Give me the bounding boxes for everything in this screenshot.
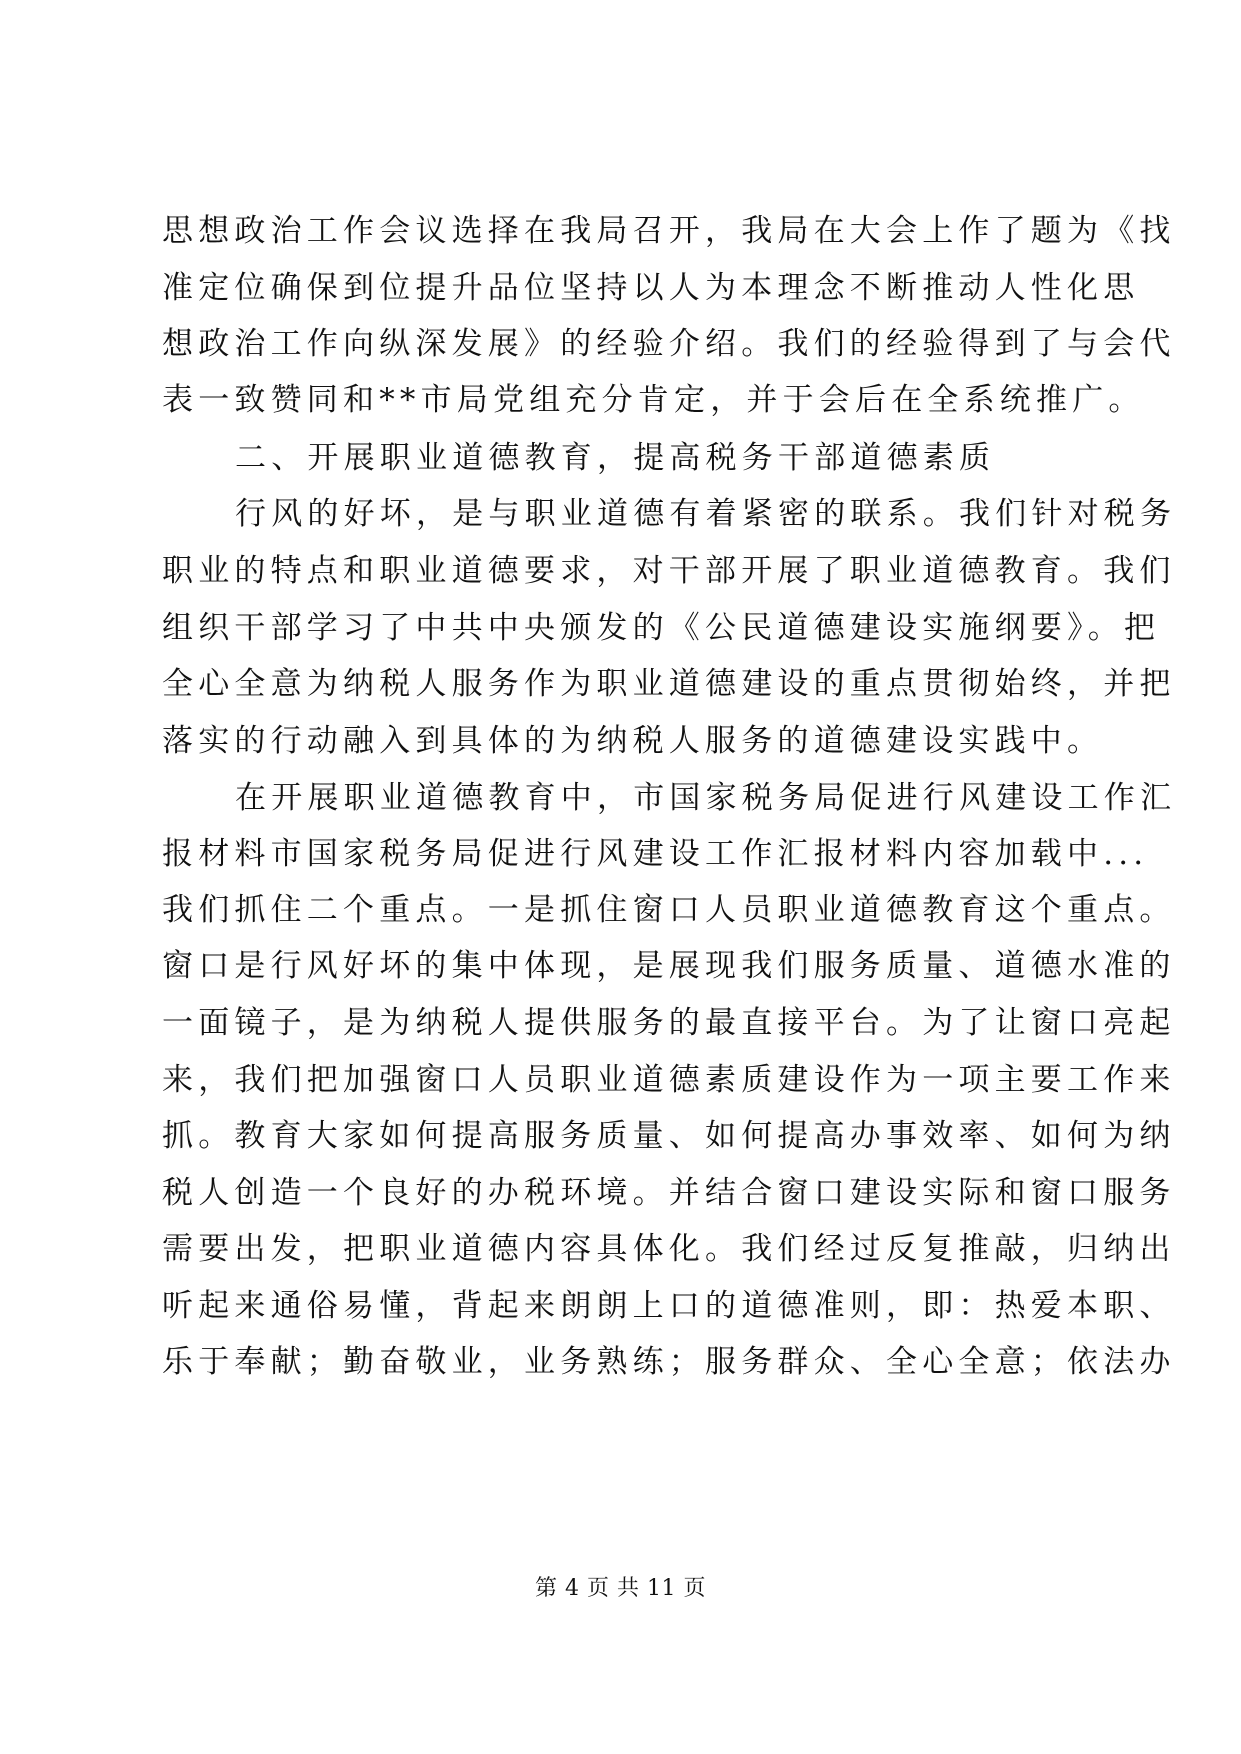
- paragraph-first-line: 在开展职业道德教育中，市国家税务局促进行风建设工作汇: [235, 780, 1177, 816]
- text-line: 听起来通俗易懂，背起来朗朗上口的道德准则，即：热爱本职、: [162, 1288, 1176, 1324]
- text-line: 报材料市国家税务局促进行风建设工作汇报材料内容加载中...: [162, 836, 1149, 872]
- text-line: 一面镜子，是为纳税人提供服务的最直接平台。为了让窗口亮起: [162, 1005, 1176, 1041]
- text-line: 来，我们把加强窗口人员职业道德素质建设作为一项主要工作来: [162, 1062, 1176, 1098]
- text-line: 落实的行动融入到具体的为纳税人服务的道德建设实践中。: [162, 723, 1104, 759]
- text-line: 全心全意为纳税人服务作为职业道德建设的重点贯彻始终，并把: [162, 666, 1176, 702]
- paragraph-first-line: 行风的好坏，是与职业道德有着紧密的联系。我们针对税务: [235, 496, 1177, 532]
- text-line: 想政治工作向纵深发展》的经验介绍。我们的经验得到了与会代: [162, 326, 1176, 362]
- text-line: 思想政治工作会议选择在我局召开，我局在大会上作了题为《找: [162, 213, 1176, 249]
- section-heading: 二、开展职业道德教育，提高税务干部道德素质: [235, 440, 996, 476]
- text-line: 税人创造一个良好的办税环境。并结合窗口建设实际和窗口服务: [162, 1175, 1176, 1211]
- text-line: 我们抓住二个重点。一是抓住窗口人员职业道德教育这个重点。: [162, 892, 1176, 928]
- text-line: 需要出发，把职业道德内容具体化。我们经过反复推敲，归纳出: [162, 1231, 1176, 1267]
- text-line: 准定位确保到位提升品位坚持以人为本理念不断推动人性化思: [162, 270, 1140, 306]
- text-line: 窗口是行风好坏的集中体现，是展现我们服务质量、道德水准的: [162, 948, 1176, 984]
- text-line: 表一致赞同和**市局党组充分肯定，并于会后在全系统推广。: [162, 382, 1145, 418]
- text-line: 抓。教育大家如何提高服务质量、如何提高办事效率、如何为纳: [162, 1118, 1176, 1154]
- text-line: 组织干部学习了中共中央颁发的《公民道德建设实施纲要》。把: [162, 610, 1161, 646]
- text-line: 乐于奉献；勤奋敬业，业务熟练；服务群众、全心全意；依法办: [162, 1344, 1176, 1380]
- page-number-footer: 第 4 页 共 11 页: [535, 1576, 706, 1601]
- text-line: 职业的特点和职业道德要求，对干部开展了职业道德教育。我们: [162, 553, 1176, 589]
